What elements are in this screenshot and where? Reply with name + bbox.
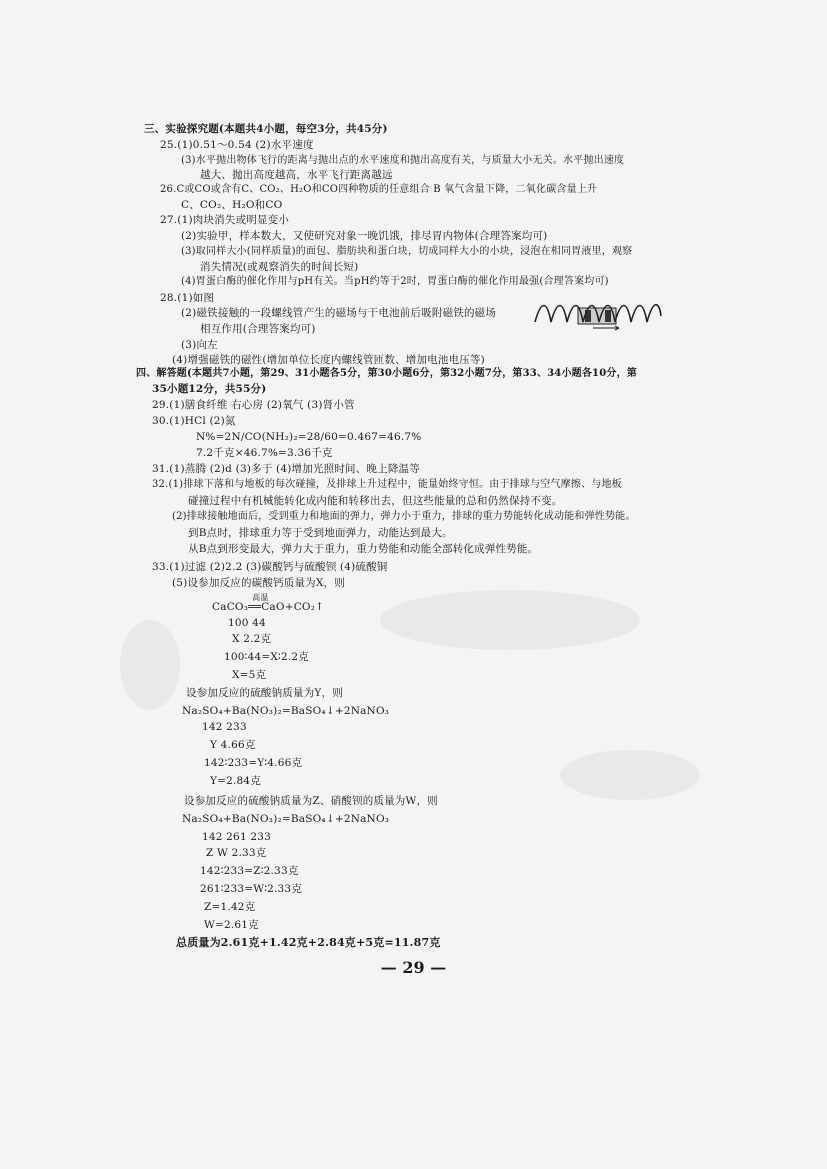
eq1-arrow <box>248 593 269 614</box>
eq1-molar-mass: 100 44 <box>228 617 266 629</box>
q32-line4: 到B点时，排球重力等于受到地面弹力，动能达到最大。 <box>188 527 453 539</box>
q32-line3: (2)排球接触地面后，受到重力和地面的弹力，弹力小于重力，排球的重力势能转化成动能和弹性势能。 <box>172 511 636 522</box>
q31-answer: 31.(1)蒸腾 (2)d (3)多于 (4)增加光照时间、晚上降温等 <box>152 463 420 475</box>
q32-line1: 32.(1)排球下落和与地板的每次碰撞，及排球上升过程中，能量始终守恒。由于排球与空气摩擦、与地板 <box>152 479 622 490</box>
eq1-products: CaO+CO₂↑ <box>261 601 325 613</box>
q27-line2: (2)实验甲，样本数大，又使研究对象一晚饥饿，排尽胃内物体(合理答案均可) <box>181 230 548 242</box>
q27-line4: 消失情况(或观察消失的时间长短) <box>200 261 359 273</box>
section4-heading-line1: 四、解答题(本题共7小题，第29、31小题各5分，第30小题6分，第32小题7分，第33、34小题各10分，第 <box>136 368 637 379</box>
q28-line3: 相互作用(合理答案均可) <box>200 323 316 335</box>
q30-line3: 7.2千克×46.7%=3.36千克 <box>196 447 333 459</box>
q27-line5: (4)胃蛋白酶的催化作用与pH有关。当pH约等于2时，胃蛋白酶的催化作用最强(合理答案均可) <box>181 276 609 287</box>
eq1-ratio: 100∶44=X∶2.2克 <box>224 651 309 663</box>
eq3-ratio1: 142∶233=Z∶2.33克 <box>200 865 299 877</box>
eq3-ratio2: 261∶233=W∶2.33克 <box>200 883 303 895</box>
q28-line4: (3)向左 <box>181 339 218 351</box>
q27-line1: 27.(1)肉块消失或明显变小 <box>160 214 290 226</box>
eq2-result: Y=2.84克 <box>210 775 262 787</box>
eq2-variables: Y 4.66克 <box>210 739 256 751</box>
magnet-right <box>605 310 611 322</box>
q33-line1: 33.(1)过滤 (2)2.2 (3)碳酸钙与硫酸钡 (4)硫酸铜 <box>152 561 388 573</box>
eq3-molar-mass: 142 261 233 <box>202 831 271 843</box>
q29-answer: 29.(1)膳食纤维 右心房 (2)氧气 (3)肾小管 <box>152 399 355 411</box>
q25-line1: 25.(1)0.51～0.54 (2)水平速度 <box>160 139 314 151</box>
eq3-equation: Na₂SO₄+Ba(NO₃)₂=BaSO₄↓+2NaNO₃ <box>182 813 390 825</box>
q28-line1: 28.(1)如图 <box>160 292 215 304</box>
q33-line2: (5)设参加反应的碳酸钙质量为X，则 <box>172 577 345 589</box>
eq2-intro: 设参加反应的硫酸钠质量为Y，则 <box>186 687 343 699</box>
q27-line3: (3)取同样大小(同样质量)的面包、脂肪块和蛋白块，切成同样大小的小块，浸泡在相同胃液里，观察 <box>181 246 633 257</box>
eq3-result-z: Z=1.42克 <box>204 901 256 913</box>
section3-heading: 三、实验探究题(本题共4小题，每空3分，共45分) <box>144 123 388 135</box>
page-number: — 29 — <box>380 958 447 977</box>
q33-total: 总质量为2.61克+1.42克+2.84克+5克=11.87克 <box>176 936 441 949</box>
eq1-equation <box>212 593 325 614</box>
q30-line2: N%=2N/CO(NH₂)₂=28/60=0.467=46.7% <box>196 431 422 443</box>
eq3-intro: 设参加反应的硫酸钠质量为Z、硝酸钡的质量为W，则 <box>184 795 438 807</box>
q26-line1: 26.C或CO或含有C、CO₂、H₂O和CO四种物质的任意组合 B 氧气含量下降，二氧化碳含量上升 <box>160 184 598 195</box>
section4-heading-line2: 35小题12分，共55分) <box>152 383 267 395</box>
q25-line2: (3)水平抛出物体飞行的距离与抛出点的水平速度和抛出高度有关，与质量大小无关。水平抛出速度 <box>181 155 625 166</box>
scan-smudge <box>380 590 640 650</box>
eq2-equation: Na₂SO₄+Ba(NO₃)₂=BaSO₄↓+2NaNO₃ <box>182 705 390 717</box>
eq2-ratio: 142∶233=Y∶4.66克 <box>204 757 303 769</box>
eq3-variables: Z W 2.33克 <box>206 847 267 859</box>
q25-line3: 越大、抛出高度越高，水平飞行距离越远 <box>200 169 393 181</box>
scan-smudge <box>560 750 700 800</box>
eq1-condition: 高温 <box>252 593 269 602</box>
q28-line5: (4)增强磁铁的磁性(增加单位长度内螺线管匝数、增加电池电压等) <box>172 354 485 366</box>
solenoid-diagram <box>533 298 663 332</box>
eq3-result-w: W=2.61克 <box>204 919 259 931</box>
q32-line5: 从B点到形变最大，弹力大于重力，重力势能和动能全部转化成弹性势能。 <box>188 543 539 555</box>
q28-line2: (2)磁铁接触的一段螺线管产生的磁场与干电池前后吸附磁铁的磁场 <box>181 307 497 319</box>
eq1-reactant: CaCO₃ <box>212 601 249 613</box>
scan-smudge <box>120 620 180 710</box>
reaction-arrow-icon: ══ <box>248 601 262 613</box>
eq2-molar-mass: 142 233 <box>202 721 247 733</box>
eq1-variables: X 2.2克 <box>232 633 272 645</box>
q30-line1: 30.(1)HCl (2)氮 <box>152 415 236 427</box>
eq1-result: X=5克 <box>232 669 267 681</box>
q32-line2: 碰撞过程中有机械能转化成内能和转移出去，但这些能量的总和仍然保持不变。 <box>188 495 563 507</box>
q26-line2: C、CO₂、H₂O和CO <box>181 199 283 211</box>
